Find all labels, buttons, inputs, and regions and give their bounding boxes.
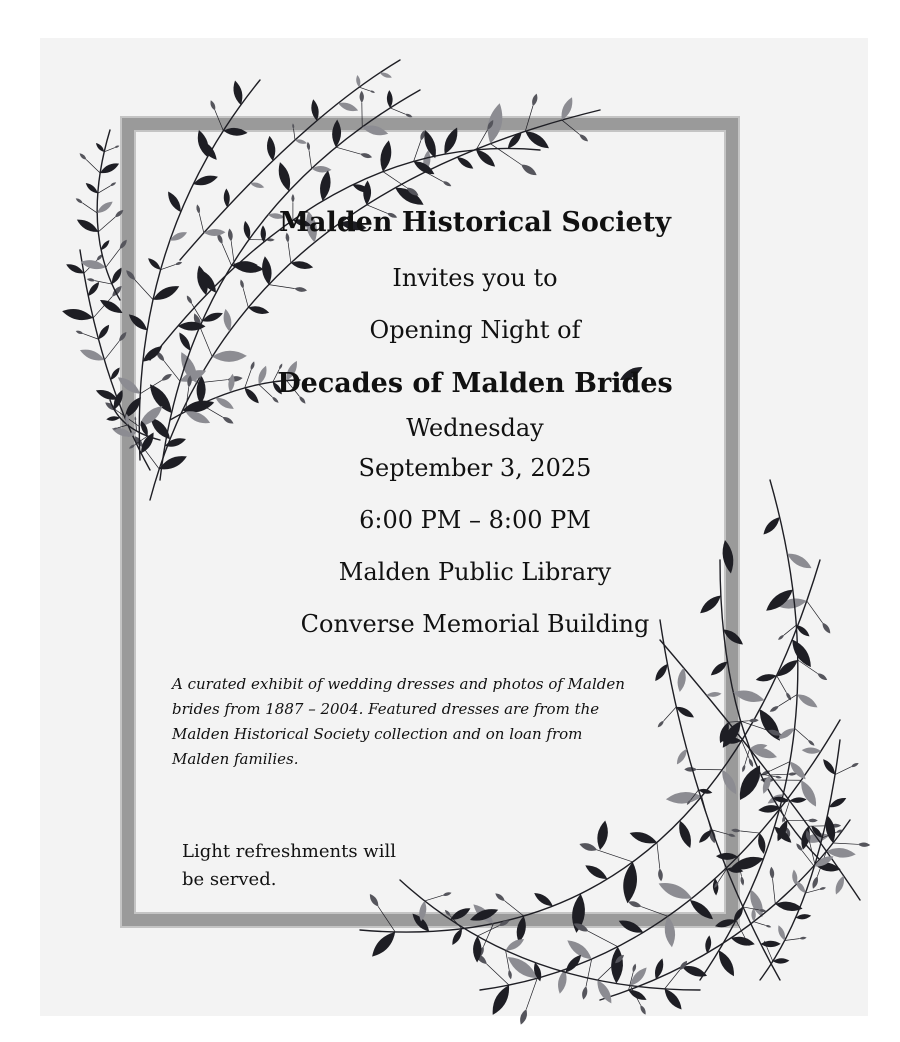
event-venue: Malden Public Library bbox=[338, 558, 612, 586]
event-building: Converse Memorial Building bbox=[300, 610, 650, 638]
event-time: 6:00 PM – 8:00 PM bbox=[359, 506, 591, 534]
exhibit-description: A curated exhibit of wedding dresses and photos of Malden brides from 1887 – 2004. Featured dresses are from the Malden Historical Society collection and on loan from Malden families. bbox=[172, 675, 625, 768]
event-name: Decades of Malden Brides bbox=[277, 368, 673, 399]
event-date: September 3, 2025 bbox=[358, 454, 592, 482]
invites-line: Invites you to bbox=[392, 264, 558, 292]
opening-night-line: Opening Night of bbox=[369, 316, 581, 344]
refreshments-note: Light refreshments will be served. bbox=[182, 841, 396, 890]
event-day: Wednesday bbox=[406, 414, 544, 442]
society-title: Malden Historical Society bbox=[279, 207, 671, 238]
